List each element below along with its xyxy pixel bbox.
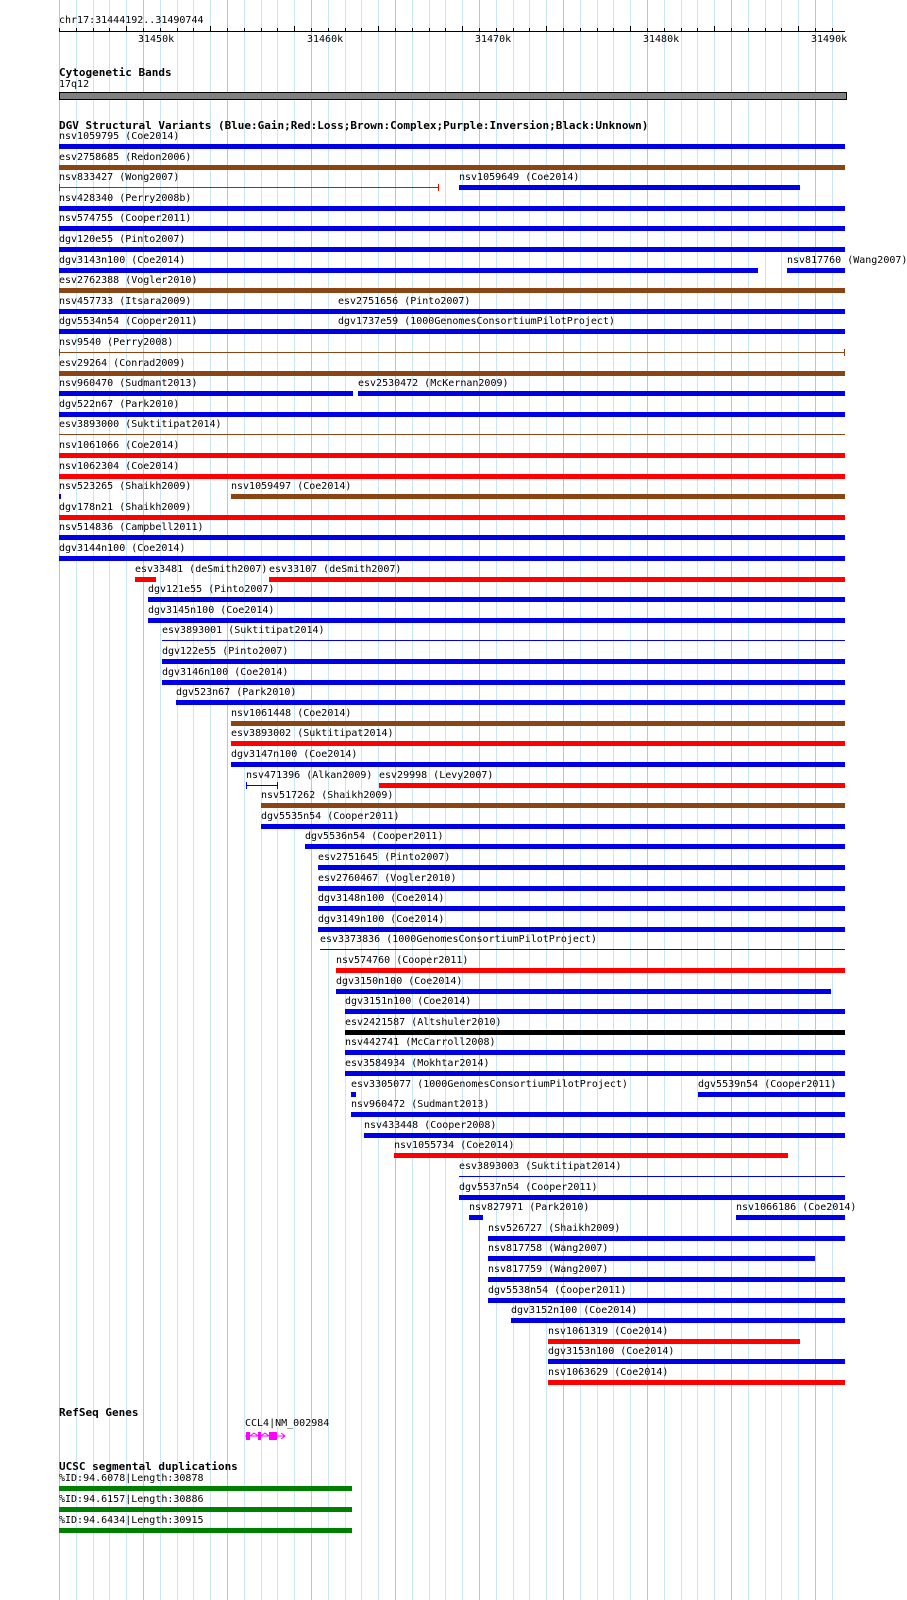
sv-label: esv2762388 (Vogler2010) xyxy=(59,275,198,286)
ruler-tick-label: 31460k xyxy=(307,34,344,45)
sv-feature-gain[interactable] xyxy=(338,309,845,314)
sv-feature-gain[interactable] xyxy=(320,949,845,950)
sv-feature-gain[interactable] xyxy=(459,185,800,190)
sv-feature-loss[interactable] xyxy=(379,783,845,788)
sv-feature-complex[interactable] xyxy=(261,803,845,808)
sv-label: dgv3151n100 (Coe2014) xyxy=(345,996,472,1007)
sv-label: nsv1059795 (Coe2014) xyxy=(59,131,180,142)
sv-label: dgv3148n100 (Coe2014) xyxy=(318,893,445,904)
sv-label: nsv1066186 (Coe2014) xyxy=(736,1202,857,1213)
sv-label: esv2758685 (Redon2006) xyxy=(59,152,192,163)
sv-label: esv2751645 (Pinto2007) xyxy=(318,852,451,863)
dgv-track-title: DGV Structural Variants (Blue:Gain;Red:Loss;Brown:Complex;Purple:Inversion;Black:Unknown) xyxy=(59,119,649,132)
sv-label: esv2530472 (McKernan2009) xyxy=(358,378,509,389)
sv-label: dgv3149n100 (Coe2014) xyxy=(318,914,445,925)
segdup-bar[interactable] xyxy=(59,1528,352,1533)
sv-label: esv3893003 (Suktitipat2014) xyxy=(459,1161,622,1172)
sv-feature-gain[interactable] xyxy=(261,824,845,829)
sv-label: esv3893001 (Suktitipat2014) xyxy=(162,625,325,636)
sv-feature-complex[interactable] xyxy=(59,288,845,293)
sv-label: nsv1061319 (Coe2014) xyxy=(548,1326,669,1337)
sv-label: dgv5539n54 (Cooper2011) xyxy=(698,1079,837,1090)
sv-label: dgv3143n100 (Coe2014) xyxy=(59,255,186,266)
sv-feature-gain[interactable] xyxy=(318,927,845,932)
sv-feature-complex[interactable] xyxy=(59,371,845,376)
ruler-tick-label: 31450k xyxy=(138,34,175,45)
gene-ccl4-glyph[interactable] xyxy=(245,1430,289,1442)
sv-feature-gain[interactable] xyxy=(305,844,845,849)
refseq-track-title: RefSeq Genes xyxy=(59,1406,139,1419)
sv-label: esv33107 (deSmith2007) xyxy=(269,564,402,575)
sv-label: dgv3146n100 (Coe2014) xyxy=(162,667,289,678)
sv-label: nsv827971 (Park2010) xyxy=(469,1202,590,1213)
sv-label: nsv1061448 (Coe2014) xyxy=(231,708,352,719)
sv-label: nsv1061066 (Coe2014) xyxy=(59,440,180,451)
sv-feature-gain[interactable] xyxy=(59,494,61,499)
sv-feature-gain[interactable] xyxy=(162,659,845,664)
sv-label: nsv833427 (Wong2007) xyxy=(59,172,180,183)
sv-label: esv33481 (deSmith2007) xyxy=(135,564,268,575)
sv-feature-gain[interactable] xyxy=(59,226,845,231)
sv-label: dgv523n67 (Park2010) xyxy=(176,687,297,698)
sv-feature-gain[interactable] xyxy=(548,1359,845,1364)
sv-feature-gain[interactable] xyxy=(488,1236,845,1241)
sv-feature-gain[interactable] xyxy=(148,597,845,602)
sv-feature-gain[interactable] xyxy=(345,1009,845,1014)
sv-feature-loss[interactable] xyxy=(548,1339,800,1344)
segdup-label: %ID:94.6078|Length:30878 xyxy=(59,1473,204,1484)
sv-feature-gain[interactable] xyxy=(338,329,845,334)
sv-end-tick xyxy=(59,184,60,191)
sv-end-tick xyxy=(844,349,845,356)
sv-label: dgv5534n54 (Cooper2011) xyxy=(59,316,198,327)
sv-feature-loss[interactable] xyxy=(394,1153,788,1158)
sv-feature-gain[interactable] xyxy=(488,1256,815,1261)
sv-label: nsv574755 (Cooper2011) xyxy=(59,213,192,224)
sv-feature-loss[interactable] xyxy=(231,741,845,746)
sv-feature-gain[interactable] xyxy=(59,144,845,149)
sv-end-tick xyxy=(246,782,247,789)
sv-feature-gain[interactable] xyxy=(231,762,845,767)
sv-label: nsv428340 (Perry2008b) xyxy=(59,193,192,204)
segdup-track-title: UCSC segmental duplications xyxy=(59,1460,238,1473)
sv-label: nsv1063629 (Coe2014) xyxy=(548,1367,669,1378)
sv-label: dgv5536n54 (Cooper2011) xyxy=(305,831,444,842)
sv-label: nsv1059497 (Coe2014) xyxy=(231,481,352,492)
sv-label: dgv1737e59 (1000GenomesConsortiumPilotProject) xyxy=(338,316,615,327)
sv-feature-gain[interactable] xyxy=(364,1133,845,1138)
sv-feature-loss[interactable] xyxy=(59,453,845,458)
sv-feature-gain[interactable] xyxy=(59,391,353,396)
sv-label: dgv121e55 (Pinto2007) xyxy=(148,584,275,595)
sv-feature-gain[interactable] xyxy=(59,268,758,273)
coordinate-readout: chr17:31444192..31490744 xyxy=(59,15,204,26)
sv-label: nsv471396 (Alkan2009) xyxy=(246,770,373,781)
sv-feature-complex[interactable] xyxy=(231,721,845,726)
ruler-tick-label: 31470k xyxy=(475,34,512,45)
sv-label: nsv442741 (McCarroll2008) xyxy=(345,1037,496,1048)
sv-label: nsv526727 (Shaikh2009) xyxy=(488,1223,621,1234)
sv-label: dgv3145n100 (Coe2014) xyxy=(148,605,275,616)
sv-feature-gain[interactable] xyxy=(176,700,845,705)
sv-feature-gain[interactable] xyxy=(351,1092,356,1097)
sv-feature-gain[interactable] xyxy=(59,329,338,334)
sv-feature-gain[interactable] xyxy=(162,640,845,641)
sv-label: nsv1055734 (Coe2014) xyxy=(394,1140,515,1151)
sv-label: dgv3144n100 (Coe2014) xyxy=(59,543,186,554)
segdup-bar[interactable] xyxy=(59,1507,352,1512)
sv-label: nsv1059649 (Coe2014) xyxy=(459,172,580,183)
sv-label: nsv960470 (Sudmant2013) xyxy=(59,378,198,389)
sv-feature-loss[interactable] xyxy=(336,968,845,973)
sv-label: dgv178n21 (Shaikh2009) xyxy=(59,502,192,513)
sv-feature-gain[interactable] xyxy=(488,1298,845,1303)
sv-label: esv29264 (Conrad2009) xyxy=(59,358,186,369)
sv-feature-gain[interactable] xyxy=(345,1071,845,1076)
sv-feature-loss[interactable] xyxy=(59,515,845,520)
sv-feature-loss[interactable] xyxy=(135,577,156,582)
sv-feature-gain[interactable] xyxy=(59,556,845,561)
sv-feature-gain[interactable] xyxy=(459,1176,845,1177)
sv-label: dgv3147n100 (Coe2014) xyxy=(231,749,358,760)
sv-feature-gain[interactable] xyxy=(59,247,845,252)
cytoband-label: 17q12 xyxy=(59,79,90,90)
cytoband-track-title: Cytogenetic Bands xyxy=(59,66,172,79)
sv-label: esv3584934 (Mokhtar2014) xyxy=(345,1058,490,1069)
sv-feature-complex[interactable] xyxy=(231,494,845,499)
segdup-label: %ID:94.6157|Length:30886 xyxy=(59,1494,204,1505)
sv-label: nsv9540 (Perry2008) xyxy=(59,337,174,348)
sv-label: esv2760467 (Vogler2010) xyxy=(318,873,457,884)
sv-feature-complex[interactable] xyxy=(59,352,845,353)
sv-feature-gain[interactable] xyxy=(358,391,845,396)
sv-label: esv3373836 (1000GenomesConsortiumPilotProject) xyxy=(320,934,597,945)
sv-feature-gain[interactable] xyxy=(336,989,831,994)
sv-feature-gain[interactable] xyxy=(318,886,845,891)
sv-label: esv3893000 (Suktitipat2014) xyxy=(59,419,222,430)
sv-end-tick xyxy=(59,349,60,356)
sv-label: dgv3152n100 (Coe2014) xyxy=(511,1305,638,1316)
sv-end-tick xyxy=(438,184,439,191)
sv-label: esv2751656 (Pinto2007) xyxy=(338,296,471,307)
sv-label: dgv5538n54 (Cooper2011) xyxy=(488,1285,627,1296)
sv-feature-gain[interactable] xyxy=(345,1050,845,1055)
sv-label: nsv517262 (Shaikh2009) xyxy=(261,790,394,801)
sv-label: nsv574760 (Cooper2011) xyxy=(336,955,469,966)
sv-feature-loss[interactable] xyxy=(59,474,845,479)
sv-label: nsv960472 (Sudmant2013) xyxy=(351,1099,490,1110)
segdup-label: %ID:94.6434|Length:30915 xyxy=(59,1515,204,1526)
sv-feature-gain[interactable] xyxy=(318,865,845,870)
sv-label: nsv817760 (Wang2007) xyxy=(787,255,907,266)
sv-feature-gain[interactable] xyxy=(488,1277,845,1282)
sv-feature-loss[interactable] xyxy=(269,577,845,582)
sv-label: esv29998 (Levy2007) xyxy=(379,770,494,781)
sv-feature-complex[interactable] xyxy=(59,434,845,435)
sv-feature-loss[interactable] xyxy=(548,1380,845,1385)
sv-label: esv2421587 (Altshuler2010) xyxy=(345,1017,502,1028)
sv-label: nsv523265 (Shaikh2009) xyxy=(59,481,192,492)
sv-label: dgv522n67 (Park2010) xyxy=(59,399,180,410)
ruler-tick-label: 31480k xyxy=(643,34,680,45)
sv-label: nsv817759 (Wang2007) xyxy=(488,1264,609,1275)
sv-end-tick xyxy=(277,782,278,789)
sv-feature-unknown[interactable] xyxy=(345,1030,845,1035)
segdup-bar[interactable] xyxy=(59,1486,352,1491)
sv-feature-gain[interactable] xyxy=(318,906,845,911)
sv-label: dgv3153n100 (Coe2014) xyxy=(548,1346,675,1357)
sv-feature-gain[interactable] xyxy=(698,1092,845,1097)
sv-feature-gain[interactable] xyxy=(511,1318,845,1323)
sv-label: dgv120e55 (Pinto2007) xyxy=(59,234,186,245)
sv-label: nsv1062304 (Coe2014) xyxy=(59,461,180,472)
sv-label: nsv514836 (Campbell2011) xyxy=(59,522,204,533)
sv-feature-gain[interactable] xyxy=(469,1215,483,1220)
sv-feature-gain[interactable] xyxy=(351,1112,845,1117)
sv-feature-gain[interactable] xyxy=(59,206,845,211)
sv-label: dgv5535n54 (Cooper2011) xyxy=(261,811,400,822)
sv-label: esv3305077 (1000GenomesConsortiumPilotProject) xyxy=(351,1079,628,1090)
sv-feature-complex[interactable] xyxy=(59,165,845,170)
sv-feature-loss[interactable] xyxy=(59,187,439,188)
sv-feature-gain[interactable] xyxy=(59,535,845,540)
sv-feature-gain[interactable] xyxy=(148,618,845,623)
sv-label: dgv5537n54 (Cooper2011) xyxy=(459,1182,598,1193)
sv-feature-gain[interactable] xyxy=(246,785,278,786)
sv-label: dgv122e55 (Pinto2007) xyxy=(162,646,289,657)
sv-feature-gain[interactable] xyxy=(59,412,845,417)
sv-label: esv3893002 (Suktitipat2014) xyxy=(231,728,394,739)
sv-feature-gain[interactable] xyxy=(162,680,845,685)
sv-feature-gain[interactable] xyxy=(787,268,845,273)
sv-feature-gain[interactable] xyxy=(59,309,338,314)
sv-label: dgv3150n100 (Coe2014) xyxy=(336,976,463,987)
sv-feature-gain[interactable] xyxy=(459,1195,845,1200)
gene-label: CCL4|NM_002984 xyxy=(245,1418,330,1429)
sv-label: nsv817758 (Wang2007) xyxy=(488,1243,609,1254)
sv-label: nsv433448 (Cooper2008) xyxy=(364,1120,497,1131)
ruler-tick-label: 31490k xyxy=(811,34,848,45)
sv-label: nsv457733 (Itsara2009) xyxy=(59,296,192,307)
sv-feature-gain[interactable] xyxy=(736,1215,845,1220)
